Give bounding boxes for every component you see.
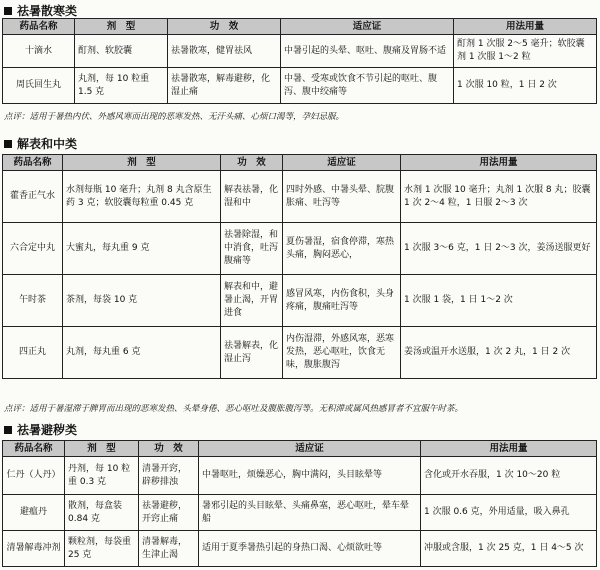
cell-dosage: 水剂 1 次服 10 毫升；丸剂 1 次服 8 丸；胶囊 1 次 2～4 粒，1 日服 2～3 次	[401, 171, 597, 223]
cell-dosage: 含化或开水吞服，1 次 10～20 粒	[421, 457, 597, 495]
section-title-2: 解表和中类	[4, 135, 77, 152]
table-section-1	[2, 18, 597, 104]
table-section-3	[2, 440, 597, 567]
cell-name: 周氏回生丸	[3, 68, 75, 104]
header-form: 剂 型	[75, 19, 168, 35]
header-name: 药品名称	[3, 19, 75, 35]
table-row	[3, 457, 597, 495]
cell-dosage: 姜汤或温开水送服，1 次 2 丸，1 日 2 次	[401, 327, 597, 379]
header-indication: 适应证	[281, 19, 454, 35]
header-dosage: 用法用量	[454, 19, 597, 35]
header-indication: 适应证	[283, 155, 401, 171]
table-row	[3, 68, 597, 104]
cell-indication: 中暑引起的头晕、呕吐、腹痛及胃肠不适	[281, 35, 454, 68]
cell-effect: 祛暑避秽，开窍止痛	[139, 495, 199, 531]
cell-form: 丸剂，每丸重 6 克	[63, 327, 221, 379]
table-row	[3, 495, 597, 531]
header-name: 药品名称	[3, 441, 65, 457]
cell-name: 午时茶	[3, 275, 63, 327]
cell-name: 清暑解毒冲剂	[3, 531, 65, 567]
cell-name: 六合定中丸	[3, 223, 63, 275]
cell-effect: 解表和中，避暑止渴，开胃进食	[221, 275, 283, 327]
table-header-row	[3, 19, 597, 35]
table-row	[3, 223, 597, 275]
cell-form: 酊剂、软胶囊	[75, 35, 168, 68]
cell-indication: 适用于夏季暑热引起的身热口渴、心烦欲吐等	[199, 531, 421, 567]
header-effect: 功 效	[168, 19, 281, 35]
cell-name: 藿香正气水	[3, 171, 63, 223]
cell-indication: 内伤湿滞，外感风寒，恶寒发热，恶心呕吐，饮食无味，腹胀腹泻	[283, 327, 401, 379]
cell-dosage: 酊剂 1 次服 2～5 毫升；软胶囊剂 1 次服 1～2 粒	[454, 35, 597, 68]
section-title-1: 祛暑散寒类	[4, 2, 77, 19]
table-section-2	[2, 154, 597, 379]
cell-effect: 祛暑散寒，解毒避秽，化湿止痛	[168, 68, 281, 104]
header-indication: 适应证	[199, 441, 421, 457]
table-header-row	[3, 441, 597, 457]
cell-dosage: 1 次服 1 袋，1 日 1～2 次	[401, 275, 597, 327]
cell-form: 丸剂，每 10 粒重 1.5 克	[75, 68, 168, 104]
cell-form: 茶剂，每袋 10 克	[63, 275, 221, 327]
table-row	[3, 531, 597, 567]
cell-indication: 中暑、受寒或饮食不节引起的呕吐、腹泻、腹中绞痛等	[281, 68, 454, 104]
cell-dosage: 1 次服 0.6 克，外用适量，吸入鼻孔	[421, 495, 597, 531]
note-section-2: 点评：适用于暑湿滞于脾胃而出现的恶寒发热、头晕身倦、恶心呕吐及腹胀腹泻等。无积滞或属风热感冒者不宜服午时茶。	[4, 404, 464, 414]
table-row	[3, 171, 597, 223]
cell-form: 散剂，每盒装 0.84 克	[65, 495, 139, 531]
cell-dosage: 1 次服 10 粒，1 日 2 次	[454, 68, 597, 104]
cell-name: 四正丸	[3, 327, 63, 379]
cell-name: 仁丹（人丹）	[3, 457, 65, 495]
header-name: 药品名称	[3, 155, 63, 171]
cell-form: 丹剂，每 10 粒重 0.3 克	[65, 457, 139, 495]
table-row	[3, 327, 597, 379]
cell-form: 水剂每瓶 10 毫升；丸剂 8 丸含原生药 3 克；软胶囊每粒重 0.45 克	[63, 171, 221, 223]
cell-effect: 解表祛暑，化湿和中	[221, 171, 283, 223]
section-square-icon	[4, 7, 12, 15]
cell-dosage: 1 次服 3～6 克，1 日 2～3 次，姜汤送服更好	[401, 223, 597, 275]
note-section-1: 点评：适用于暑热内伏、外感风寒而出现的恶寒发热、无汗头痛、心烦口渴等，孕妇忌服。	[4, 112, 345, 122]
section-square-icon	[4, 140, 12, 148]
header-effect: 功 效	[221, 155, 283, 171]
header-dosage: 用法用量	[421, 441, 597, 457]
header-form: 剂 型	[65, 441, 139, 457]
table-row	[3, 275, 597, 327]
cell-form: 颗粒剂，每袋重 25 克	[65, 531, 139, 567]
cell-effect: 祛暑散寒，健胃祛风	[168, 35, 281, 68]
cell-indication: 夏伤暑湿，宿食停滞，寒热头痛，胸闷恶心，	[283, 223, 401, 275]
cell-indication: 感冒风寒，内伤食积，头身疼痛，腹痛吐泻等	[283, 275, 401, 327]
cell-dosage: 冲服或含服，1 次 25 克，1 日 4～5 次	[421, 531, 597, 567]
table-header-row	[3, 155, 597, 171]
section-title-3: 祛暑避秽类	[4, 421, 77, 438]
cell-effect: 清暑开窍，辟秽排浊	[139, 457, 199, 495]
cell-indication: 中暑呕吐，烦燥恶心，胸中满闷，头目眩晕等	[199, 457, 421, 495]
table-row	[3, 35, 597, 68]
cell-effect: 清暑解毒，生津止渴	[139, 531, 199, 567]
cell-indication: 四时外感、中暑头晕、脘腹胀痛、吐泻等	[283, 171, 401, 223]
cell-effect: 祛暑除湿，和中消食，吐泻腹痛等	[221, 223, 283, 275]
cell-name: 避瘟丹	[3, 495, 65, 531]
cell-form: 大蜜丸，每丸重 9 克	[63, 223, 221, 275]
header-form: 剂 型	[63, 155, 221, 171]
header-dosage: 用法用量	[401, 155, 597, 171]
cell-name: 十滴水	[3, 35, 75, 68]
header-effect: 功 效	[139, 441, 199, 457]
cell-indication: 暑邪引起的头目眩晕、头痛鼻塞，恶心呕吐，晕车晕船	[199, 495, 421, 531]
section-square-icon	[4, 426, 12, 434]
cell-effect: 祛暑解表，化湿止泻	[221, 327, 283, 379]
